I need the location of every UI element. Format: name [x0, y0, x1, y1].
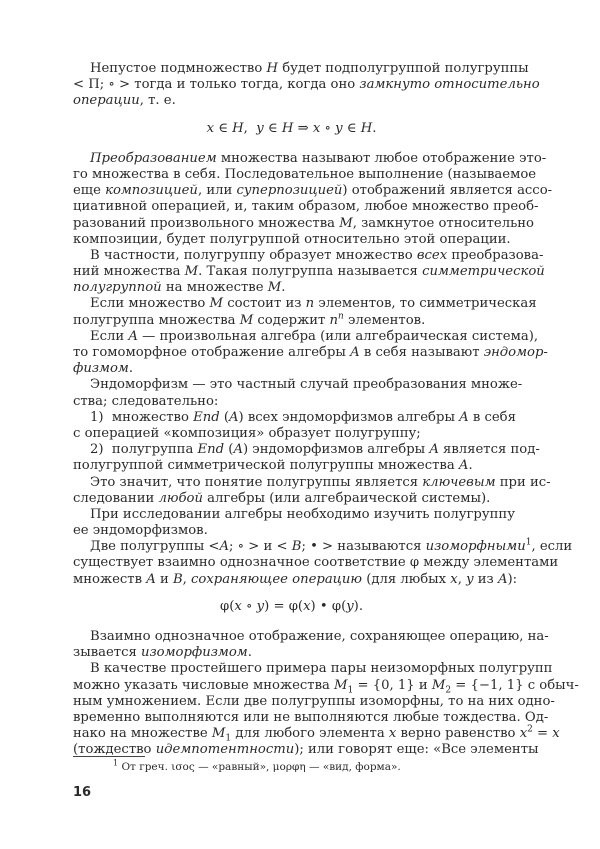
italic-text: Преобразованием — [90, 150, 217, 166]
text-segment: . Такая полугруппа называется — [198, 264, 423, 280]
text-line — [73, 677, 579, 696]
italic-text: y — [256, 598, 265, 614]
text-segment: разований произвольного множества — [73, 215, 340, 231]
italic-text: M — [239, 312, 254, 328]
italic-text: эндомор- — [483, 345, 548, 360]
italic-text: A — [497, 571, 508, 587]
text-line — [73, 645, 510, 661]
italic-text: изоморфными — [425, 539, 526, 555]
italic-text: A — [458, 458, 469, 474]
text-segment: при ис- — [495, 474, 551, 490]
text-segment: в себя называют — [359, 345, 484, 360]
text-line — [73, 571, 518, 588]
italic-text: x — [388, 726, 397, 742]
text-segment: можно указать числовые множества — [73, 677, 335, 693]
text-segment: . — [128, 361, 134, 377]
text-segment: го множества в себя. Последовательное выполнение (называемое — [73, 166, 537, 182]
text-line — [73, 693, 555, 710]
text-segment: ) • φ( — [310, 598, 347, 614]
text-line — [73, 166, 537, 183]
text-segment: φ( — [219, 598, 235, 614]
text-segment: ) = φ( — [264, 598, 304, 614]
text-line — [73, 264, 545, 280]
text-segment: 2) полугруппа — [90, 442, 198, 458]
text-segment: . — [372, 120, 377, 136]
text-line — [73, 458, 510, 474]
text-segment: В частности, полугруппу образует множество — [90, 247, 417, 263]
text-segment: ∈ — [214, 120, 233, 136]
text-line — [73, 345, 548, 361]
text-segment: ) отображений является ассо- — [342, 183, 553, 199]
text-segment: . — [281, 280, 286, 296]
formula — [73, 121, 510, 137]
text-segment: ным умножением. Если две полугруппы изоморфны, то на них одно- — [73, 693, 555, 709]
italic-text: y — [256, 120, 264, 136]
text-line — [73, 709, 549, 726]
text-segment: ∈ — [342, 120, 361, 136]
italic-text: суперпозицией — [236, 183, 343, 199]
text-line — [73, 328, 539, 345]
italic-text: A — [128, 328, 138, 344]
text-segment: — произвольная алгебра (или алгебраическая система), — [137, 328, 539, 344]
text-segment: временно выполняются или не выполняются любые тождества. Од- — [73, 709, 549, 725]
italic-text: y — [466, 571, 474, 587]
text-line — [73, 232, 510, 248]
text-segment: ) всех эндоморфизмов алгебры — [238, 409, 460, 425]
text-segment: зывается — [73, 645, 141, 661]
text-segment: из — [473, 571, 498, 587]
footnote-divider — [73, 756, 145, 757]
text-line — [73, 183, 553, 199]
page-number: 16 — [73, 785, 92, 800]
italic-text: любой — [158, 490, 203, 506]
text-segment: ⇒ — [293, 120, 313, 136]
footnote-mark: 1 — [113, 758, 119, 768]
italic-text: End — [193, 409, 220, 425]
italic-text: сохраняющее операцию — [191, 571, 362, 587]
text-segment: нако на множестве — [73, 726, 212, 742]
text-segment: = {0, 1} и — [353, 677, 432, 693]
text-segment: < П; ∘ > тогда и только тогда, когда оно — [73, 77, 360, 93]
text-segment: ); или говорят еще: «Все элементы — [294, 742, 539, 758]
text-segment: = — [532, 726, 553, 742]
text-segment: Если — [90, 328, 129, 344]
text-segment: (тождество — [73, 742, 156, 758]
text-line — [73, 394, 510, 410]
italic-text: End — [197, 442, 225, 458]
text-segment: ; • > называются — [301, 539, 426, 555]
text-line — [73, 426, 510, 442]
text-segment: то гомоморфное отображение алгебры — [73, 345, 351, 360]
text-segment: ). — [353, 598, 364, 614]
text-segment: ний множества — [73, 264, 185, 280]
italic-text: изоморфизмом — [140, 645, 248, 661]
text-segment: существует взаимно однозначное соответствие φ между элементами — [73, 555, 559, 571]
text-segment: 1) множество — [90, 409, 194, 425]
text-line — [73, 296, 537, 312]
italic-text: операции — [73, 93, 140, 109]
text-segment: множеств — [73, 571, 147, 587]
text-segment: ; ∘ > и < — [228, 539, 292, 555]
text-segment: еще — [73, 183, 106, 199]
italic-text: H — [360, 120, 373, 136]
italic-text: x — [303, 598, 311, 614]
text-segment: с операцией «композиция» образует полугруппу; — [73, 425, 421, 441]
text-segment: 1 — [525, 537, 532, 548]
italic-text: ключевым — [422, 474, 496, 490]
text-line — [73, 506, 515, 523]
text-segment: , — [243, 120, 257, 136]
text-segment: ( — [219, 409, 229, 425]
text-segment: ∈ — [263, 120, 282, 136]
italic-text: A — [233, 442, 243, 458]
text-segment: множества называют любое отображение это- — [216, 150, 547, 166]
italic-text: y — [346, 598, 354, 614]
italic-text: A — [459, 409, 469, 425]
footnote-text: От греч. ισος — «равный», μορφη — «вид, форма». — [121, 761, 401, 773]
text-line — [73, 77, 540, 93]
text-line — [73, 93, 510, 109]
italic-text: H — [232, 120, 244, 136]
text-segment: ) эндоморфизмов алгебры — [242, 442, 430, 458]
text-segment: Если множество — [90, 296, 210, 312]
italic-text: n — [338, 311, 344, 322]
text-segment: преобразова- — [447, 247, 544, 263]
text-line — [73, 361, 510, 377]
text-segment: состоит из — [223, 296, 306, 312]
italic-text: B — [172, 571, 183, 587]
text-segment: , т. е. — [139, 93, 176, 109]
text-segment: элементов, то симметрическая — [314, 296, 537, 312]
text-line — [73, 247, 544, 264]
text-segment: , если — [531, 539, 573, 555]
italic-text: x — [552, 726, 560, 742]
text-segment: (для любых — [362, 571, 451, 587]
italic-text: физмом — [73, 361, 129, 377]
italic-text: симметрической — [422, 264, 545, 280]
italic-text: M — [209, 296, 224, 312]
text-segment: циативной операцией, и, таким образом, любое множество преоб- — [73, 199, 539, 215]
footnote — [113, 758, 401, 773]
text-segment: в себя — [468, 409, 516, 425]
italic-text: M — [334, 677, 348, 693]
italic-text: x — [450, 571, 458, 587]
text-segment: алгебры (или алгебраической системы). — [202, 490, 491, 506]
italic-text: H — [281, 120, 294, 136]
italic-text: M — [339, 215, 353, 231]
text-segment: 2 — [445, 685, 452, 696]
italic-text: A — [146, 571, 156, 587]
italic-text: H — [266, 61, 278, 76]
text-segment: , — [182, 571, 192, 587]
text-segment: полугруппой симметрической полугруппы множества — [73, 458, 459, 474]
text-segment: , — [457, 571, 467, 587]
italic-text: A — [429, 442, 439, 458]
italic-text: всех — [416, 247, 448, 263]
text-line — [73, 199, 539, 215]
text-line — [73, 491, 510, 507]
text-segment: 1 — [347, 685, 354, 696]
text-segment: ства; следовательно: — [73, 393, 219, 409]
text-line — [73, 724, 560, 744]
text-line — [73, 523, 510, 539]
italic-text: y — [335, 120, 343, 136]
italic-text: A — [350, 345, 360, 360]
italic-text: n — [305, 296, 315, 312]
italic-text: n — [329, 312, 339, 328]
text-line — [73, 442, 540, 458]
text-segment: и — [155, 571, 173, 587]
text-segment: будет подполугруппой полугруппы — [278, 61, 529, 76]
text-line — [73, 629, 549, 645]
italic-text: x — [312, 120, 321, 136]
italic-text: A — [229, 409, 239, 425]
text-segment: ∘ — [241, 598, 257, 614]
text-segment: элементов. — [343, 312, 426, 328]
text-line — [73, 409, 516, 426]
text-segment: для любого элемента — [231, 726, 389, 742]
italic-text: x — [206, 120, 214, 136]
text-segment: . — [468, 458, 473, 474]
text-segment: Эндоморфизм — это частный случай преобразования множе- — [90, 377, 523, 393]
text-line — [73, 474, 551, 491]
text-segment: При исследовании алгебры необходимо изучить полугруппу — [90, 506, 515, 522]
text-segment: композиции, будет полугруппой относительно этой операции. — [73, 231, 511, 247]
page-body — [73, 61, 579, 759]
text-segment: Взаимно однозначное отображение, сохраняющее операцию, на- — [90, 629, 549, 644]
text-segment: В качестве простейшего примера пары неизоморфных полугрупп — [90, 661, 553, 677]
italic-text: A — [219, 539, 229, 555]
text-segment: является под- — [438, 442, 540, 458]
text-line — [73, 377, 523, 393]
text-segment: на множестве — [161, 280, 268, 296]
text-segment: 2 — [527, 724, 533, 735]
text-line — [73, 313, 510, 329]
italic-text: идемпотентности — [155, 742, 295, 758]
formula — [73, 599, 510, 615]
text-segment: следовании — [73, 490, 159, 506]
italic-text: x — [519, 726, 528, 742]
text-line — [73, 537, 573, 555]
text-segment: ): — [507, 571, 518, 587]
text-line — [73, 215, 534, 232]
text-segment: верно равенство — [396, 726, 520, 742]
italic-text: M — [431, 677, 446, 693]
italic-text: x — [234, 598, 242, 614]
text-line — [73, 150, 547, 167]
text-segment: Непустое подмножество — [90, 61, 267, 76]
italic-text: B — [291, 539, 302, 555]
text-segment: , замкнутое относительно — [352, 215, 534, 231]
text-segment: ∘ — [320, 120, 336, 136]
italic-text: полугруппой — [73, 280, 162, 296]
italic-text: замкнуто относительно — [359, 77, 540, 93]
italic-text: M — [267, 280, 282, 296]
text-segment: = {−1, 1} с обыч- — [451, 677, 579, 693]
italic-text: M — [211, 726, 226, 742]
text-segment: полугруппа множества — [73, 312, 240, 328]
text-segment: Это значит, что понятие полугруппы является — [90, 474, 423, 490]
text-segment: , или — [197, 183, 237, 199]
italic-text: M — [184, 264, 199, 280]
text-segment: ( — [224, 442, 234, 458]
italic-text: композицией — [105, 183, 198, 199]
text-segment: 1 — [225, 733, 232, 744]
text-segment: Две полугруппы < — [90, 539, 220, 555]
text-line — [73, 280, 510, 296]
text-segment: содержит — [253, 312, 330, 328]
text-segment: . — [247, 645, 252, 661]
text-segment: ее эндоморфизмов. — [73, 523, 208, 539]
text-line — [73, 555, 559, 571]
text-line — [73, 61, 529, 77]
text-line — [73, 661, 553, 677]
